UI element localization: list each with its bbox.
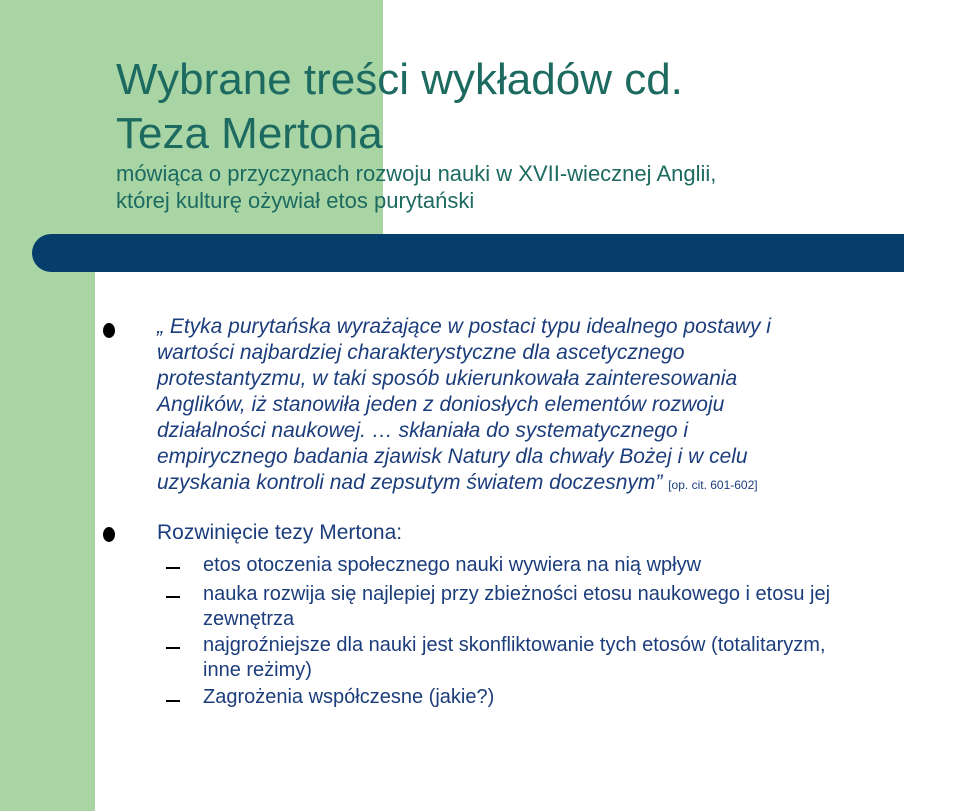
quote-line: empirycznego badania zjawisk Natury dla chwały Bożej i w celu [157, 445, 748, 468]
dash-icon [166, 567, 180, 569]
development-heading: Rozwinięcie tezy Mertona: [157, 521, 403, 544]
quote-line: działalności naukowej. … skłaniała do systematycznego i [157, 419, 689, 442]
development-item-text: najgroźniejsze dla nauki jest skonfliktowanie tych etosów (totalitaryzm, [203, 634, 826, 656]
development-item-text-continued: inne reżimy) [203, 659, 312, 681]
bullet-icon [103, 527, 115, 542]
development-item [203, 582, 960, 632]
development-item [203, 685, 960, 710]
development-item-text: Zagrożenia współczesne (jakie?) [203, 686, 495, 708]
subtitle-line: mówiąca o przyczynach rozwoju nauki w XVII-wiecznej Anglii, [116, 161, 717, 186]
decorative-navy-bar [32, 234, 904, 272]
development-item [203, 553, 960, 578]
slide-title-second-line: Teza Mertona [116, 109, 383, 158]
decorative-green-strip [0, 235, 95, 811]
quote-line: wartości najbardziej charakterystyczne dla ascetycznego [157, 341, 685, 364]
development-item-text: etos otoczenia społecznego nauki wywiera na nią wpływ [203, 554, 702, 576]
dash-icon [166, 596, 180, 598]
bullet-icon [103, 323, 115, 338]
development-item [203, 633, 960, 683]
slide-title: Wybrane treści wykładów cd. [116, 55, 683, 104]
subtitle-line: której kulturę ożywiał etos purytański [116, 188, 475, 213]
quote-line: Anglików, iż stanowiła jeden z doniosłych elementów rozwoju [157, 393, 725, 416]
quote-reference: [op. cit. 601-602] [668, 478, 758, 492]
slide-subtitle [116, 160, 916, 214]
merton-quote [157, 314, 947, 498]
quote-line: protestantyzmu, w taki sposób ukierunkowała zainteresowania [157, 367, 738, 390]
quote-last-line [157, 470, 947, 498]
dash-icon [166, 647, 180, 649]
development-item-text-continued: zewnętrza [203, 608, 295, 630]
quote-line: uzyskania kontroli nad zepsutym światem doczesnym” [157, 471, 663, 494]
quote-line: „ Etyka purytańska wyrażające w postaci typu idealnego postawy i [157, 315, 771, 338]
development-item-text: nauka rozwija się najlepiej przy zbieżności etosu naukowego i etosu jej [203, 583, 831, 605]
dash-icon [166, 700, 180, 702]
